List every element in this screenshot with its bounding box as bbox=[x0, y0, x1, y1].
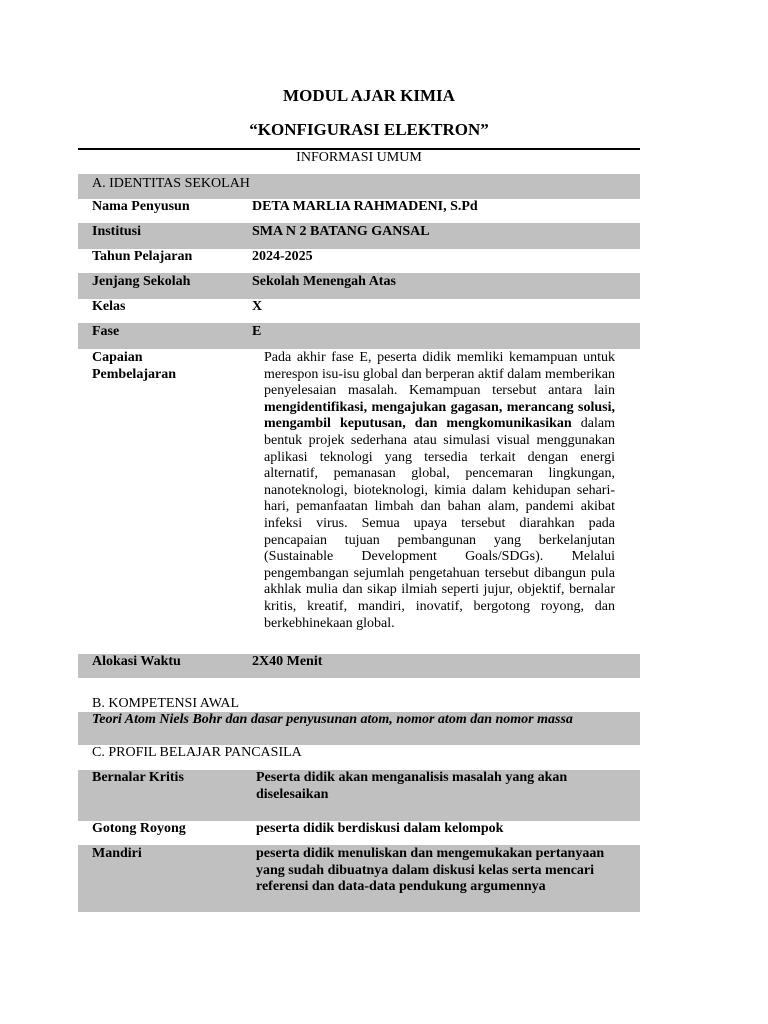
row-value: DETA MARLIA RAHMADENI, S.Pd bbox=[252, 199, 478, 214]
section-b-heading: B. KOMPETENSI AWAL bbox=[92, 696, 240, 711]
capaian-text-part-1: Pada akhir fase E, peserta didik memliki kemampuan untuk merespon isu-isu global dan berperan aktif dalam memberikan penyelesaian masalah. Kemampuan tersebut antara lain bbox=[264, 350, 615, 399]
capaian-label-line-1: Capaian bbox=[92, 350, 143, 365]
section-c-heading: C. PROFIL BELAJAR PANCASILA bbox=[92, 745, 302, 760]
row-value: peserta didik menuliskan dan mengemukakan pertanyaan yang sudah dibuatnya dalam diskusi kelas serta mencari referensi dan data-data pendukung argumennya bbox=[256, 846, 605, 894]
row-label: Nama Penyusun bbox=[92, 199, 190, 214]
identity-row-kelas bbox=[78, 299, 640, 323]
row-label: Bernalar Kritis bbox=[92, 770, 184, 785]
capaian-label bbox=[92, 350, 176, 383]
section-a-heading: A. IDENTITAS SEKOLAH bbox=[78, 174, 640, 199]
row-value: SMA N 2 BATANG GANSAL bbox=[252, 224, 430, 239]
row-value: Peserta didik akan menganalisis masalah yang akan diselesaikan bbox=[256, 770, 568, 802]
row-value: 2X40 Menit bbox=[252, 654, 323, 669]
identity-row-fase bbox=[78, 323, 640, 349]
info-umum-heading: INFORMASI UMUM bbox=[296, 150, 422, 165]
profil-row-bernalar-kritis bbox=[78, 770, 640, 821]
row-label: Mandiri bbox=[92, 846, 142, 861]
row-label: Kelas bbox=[92, 299, 126, 314]
row-value: 2024-2025 bbox=[252, 249, 313, 264]
row-value: peserta didik berdiskusi dalam kelompok bbox=[256, 821, 504, 836]
capaian-text-part-2: dalam bentuk projek sederhana atau simulasi visual menggunakan aplikasi teknologi yang tersedia terkait dengan energi alternatif, pemanasan global, pencemaran lingkungan, nanoteknologi, bioteknologi, kimia dalam kehidupan sehari-hari, pemanfaatan limbah dan bahan alam, pandemi akibat infeksi virus. Semua upaya tersebut diarahkan pada pencapaian tujuan pembangunan yang berkelanjutan (Sustainable Development Goals/SDGs). Melalui pengembangan sejumlah pengetahuan tersebut dibangun pula akhlak mulia dan sikap ilmiah seperti jujur, objektif, bernalar kritis, kreatif, mandiri, inovatif, bergotong royong, dan berkebhinekaan global. bbox=[264, 416, 615, 631]
capaian-label-line-2: Pembelajaran bbox=[92, 366, 176, 382]
row-label: Jenjang Sekolah bbox=[92, 274, 191, 289]
row-value: Sekolah Menengah Atas bbox=[252, 274, 396, 289]
identity-row-nama-penyusun bbox=[78, 199, 640, 223]
row-value: X bbox=[252, 299, 263, 314]
document-title: MODUL AJAR KIMIA bbox=[283, 86, 455, 105]
identity-row-jenjang-sekolah bbox=[78, 273, 640, 299]
kompetensi-awal-text: Teori Atom Niels Bohr dan dasar penyusunan atom, nomor atom dan nomor massa bbox=[92, 712, 573, 727]
row-label: Gotong Royong bbox=[92, 821, 186, 836]
row-label: Tahun Pelajaran bbox=[92, 249, 193, 264]
identity-row-tahun-pelajaran bbox=[78, 249, 640, 273]
row-label: Institusi bbox=[92, 224, 142, 239]
kompetensi-awal-row bbox=[78, 712, 640, 745]
profil-row-mandiri bbox=[78, 845, 640, 912]
identity-row-institusi bbox=[78, 223, 640, 249]
alokasi-waktu-row bbox=[78, 654, 640, 678]
profil-row-gotong-royong bbox=[78, 821, 640, 845]
document-subtitle: “KONFIGURASI ELEKTRON” bbox=[249, 120, 489, 139]
row-value: E bbox=[252, 324, 262, 339]
capaian-text-bold: mengidentifikasi, mengajukan gagasan, merancang solusi, mengambil keputusan, dan mengkomunikasikan bbox=[264, 399, 615, 432]
row-label: Alokasi Waktu bbox=[92, 654, 181, 669]
row-label: Fase bbox=[92, 324, 120, 339]
capaian-text bbox=[264, 350, 615, 632]
